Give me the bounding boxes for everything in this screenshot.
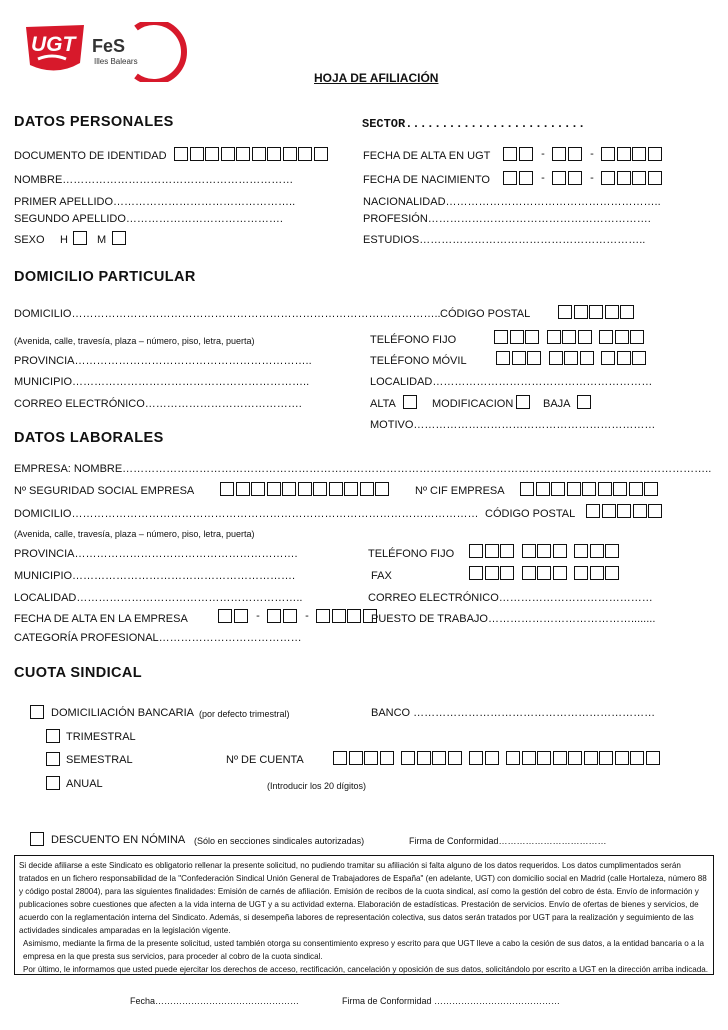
input-box[interactable] bbox=[332, 609, 346, 623]
input-box[interactable] bbox=[648, 147, 662, 161]
input-box[interactable] bbox=[494, 330, 508, 344]
input-box[interactable] bbox=[234, 609, 248, 623]
semestral-checkbox[interactable] bbox=[46, 752, 62, 766]
input-box[interactable] bbox=[553, 544, 567, 558]
empresa-codigo-postal-boxes[interactable] bbox=[586, 504, 664, 518]
sexo-m-checkbox[interactable] bbox=[112, 231, 128, 245]
input-box[interactable] bbox=[564, 351, 578, 365]
localidad-field[interactable]: LOCALIDAD…………………………………………………… bbox=[370, 376, 653, 388]
input-box[interactable] bbox=[589, 305, 603, 319]
descuento-checkbox[interactable] bbox=[30, 832, 46, 846]
input-box[interactable] bbox=[401, 751, 415, 765]
ugt-logo-text: UGT bbox=[31, 33, 76, 56]
nacionalidad-field[interactable]: NACIONALIDAD………………………………………………….. bbox=[363, 196, 661, 208]
input-box[interactable] bbox=[601, 171, 615, 185]
telefono-fijo-label: TELÉFONO FIJO bbox=[370, 334, 457, 346]
input-box[interactable] bbox=[633, 504, 647, 518]
alta-label: ALTA bbox=[370, 398, 396, 410]
input-box[interactable] bbox=[522, 751, 536, 765]
input-box[interactable] bbox=[558, 305, 572, 319]
input-box[interactable] bbox=[236, 147, 250, 161]
input-box[interactable] bbox=[527, 351, 541, 365]
legal-paragraph-2: Asimismo, mediante la firma de la presente solicitud, usted también otorga su consentimiento expreso y escrito para que UGT lleve a cabo la cesión de sus datos, a la entidad bancaria o a la empresa en la que presta sus servicios, para proceder al cobro de la cuota sindical. bbox=[23, 939, 704, 961]
segundo-apellido-field[interactable]: SEGUNDO APELLIDO……………………………………. bbox=[14, 213, 283, 225]
input-box[interactable] bbox=[221, 147, 235, 161]
input-box[interactable] bbox=[344, 482, 358, 496]
section-datos-personales: DATOS PERSONALES bbox=[14, 114, 174, 130]
input-box[interactable] bbox=[485, 566, 499, 580]
nombre-field[interactable]: NOMBRE……………………………………………………… bbox=[14, 174, 294, 186]
input-box[interactable] bbox=[574, 305, 588, 319]
codigo-postal-label: CÓDIGO POSTAL bbox=[440, 308, 531, 320]
domiciliacion-note: (por defecto trimestral) bbox=[199, 709, 290, 719]
empresa-provincia-field[interactable]: PROVINCIA……………………………………………………. bbox=[14, 548, 298, 560]
municipio-field[interactable]: MUNICIPIO……………………………………………………….. bbox=[14, 376, 310, 388]
input-box[interactable] bbox=[630, 330, 644, 344]
ugt-logo bbox=[22, 21, 90, 79]
input-box[interactable] bbox=[298, 482, 312, 496]
input-box[interactable] bbox=[617, 171, 631, 185]
input-box[interactable] bbox=[403, 395, 417, 409]
input-box[interactable] bbox=[525, 330, 539, 344]
fecha-alta-ugt-label: FECHA DE ALTA EN UGT bbox=[363, 150, 491, 162]
input-box[interactable] bbox=[205, 147, 219, 161]
empresa-correo-field[interactable]: CORREO ELECTRÓNICO…………………………………… bbox=[368, 592, 653, 604]
modificacion-checkbox[interactable] bbox=[516, 395, 532, 409]
sexo-h-label: H bbox=[60, 234, 68, 246]
input-box[interactable] bbox=[586, 504, 600, 518]
domicilio-field[interactable]: DOMICILIO……………………………………………………………………………………….. bbox=[14, 308, 441, 320]
codigo-postal-boxes[interactable] bbox=[558, 305, 636, 319]
input-box[interactable] bbox=[522, 544, 536, 558]
input-box[interactable] bbox=[601, 351, 615, 365]
fecha-alta-empresa-label: FECHA DE ALTA EN LA EMPRESA bbox=[14, 613, 188, 625]
input-box[interactable] bbox=[620, 305, 634, 319]
fax-label: FAX bbox=[371, 570, 392, 582]
fecha-field[interactable]: Fecha………………………………………… bbox=[130, 996, 300, 1006]
empresa-telefono-boxes[interactable] bbox=[469, 544, 621, 558]
cif-boxes[interactable] bbox=[520, 482, 660, 496]
input-box[interactable] bbox=[615, 330, 629, 344]
input-box[interactable] bbox=[283, 609, 297, 623]
input-box[interactable] bbox=[282, 482, 296, 496]
input-box[interactable] bbox=[630, 751, 644, 765]
input-box[interactable] bbox=[632, 351, 646, 365]
input-box[interactable] bbox=[553, 566, 567, 580]
dash: - bbox=[590, 148, 594, 160]
input-box[interactable] bbox=[267, 482, 281, 496]
input-box[interactable] bbox=[552, 171, 566, 185]
motivo-field[interactable]: MOTIVO………………………………………………………… bbox=[370, 419, 656, 431]
trimestral-label: TRIMESTRAL bbox=[66, 731, 136, 743]
input-box[interactable] bbox=[267, 609, 281, 623]
input-box[interactable] bbox=[360, 482, 374, 496]
semestral-label: SEMESTRAL bbox=[66, 754, 133, 766]
input-box[interactable] bbox=[220, 482, 234, 496]
fecha-nacimiento-boxes[interactable] bbox=[503, 171, 663, 185]
fecha-alta-ugt-boxes[interactable] bbox=[503, 147, 663, 161]
anual-checkbox[interactable] bbox=[46, 776, 62, 790]
documento-label: DOCUMENTO DE IDENTIDAD bbox=[14, 150, 167, 162]
input-box[interactable] bbox=[537, 566, 551, 580]
dash: - bbox=[541, 172, 545, 184]
input-box[interactable] bbox=[547, 330, 561, 344]
input-box[interactable] bbox=[562, 330, 576, 344]
domiciliacion-checkbox[interactable] bbox=[30, 705, 46, 719]
input-box[interactable] bbox=[485, 751, 499, 765]
input-box[interactable] bbox=[349, 751, 363, 765]
input-box[interactable] bbox=[537, 751, 551, 765]
input-box[interactable] bbox=[469, 751, 483, 765]
sector-field[interactable]: SECTOR......................... bbox=[362, 117, 586, 131]
input-box[interactable] bbox=[516, 395, 530, 409]
provincia-field[interactable]: PROVINCIA……………………………………………………….. bbox=[14, 355, 312, 367]
fecha-nacimiento-label: FECHA DE NACIMIENTO bbox=[363, 174, 490, 186]
section-domicilio-particular: DOMICILIO PARTICULAR bbox=[14, 269, 196, 285]
input-box[interactable] bbox=[574, 566, 588, 580]
input-box[interactable] bbox=[512, 351, 526, 365]
input-box[interactable] bbox=[448, 751, 462, 765]
cuenta-label: Nº DE CUENTA bbox=[226, 754, 304, 766]
input-box[interactable] bbox=[520, 482, 534, 496]
input-box[interactable] bbox=[267, 147, 281, 161]
input-box[interactable] bbox=[519, 147, 533, 161]
input-box[interactable] bbox=[605, 544, 619, 558]
input-box[interactable] bbox=[617, 351, 631, 365]
input-box[interactable] bbox=[567, 482, 581, 496]
input-box[interactable] bbox=[469, 566, 483, 580]
input-box[interactable] bbox=[46, 729, 60, 743]
dash: - bbox=[256, 610, 260, 622]
input-box[interactable] bbox=[648, 504, 662, 518]
primer-apellido-field[interactable]: PRIMER APELLIDO………………………………………….. bbox=[14, 196, 296, 208]
banco-field[interactable]: BANCO ………………………………………………………… bbox=[371, 707, 656, 719]
input-box[interactable] bbox=[590, 544, 604, 558]
input-box[interactable] bbox=[252, 147, 266, 161]
fes-logo bbox=[90, 22, 200, 85]
section-cuota-sindical: CUOTA SINDICAL bbox=[14, 665, 143, 681]
telefono-movil-boxes[interactable] bbox=[496, 351, 648, 365]
input-box[interactable] bbox=[553, 751, 567, 765]
input-box[interactable] bbox=[574, 544, 588, 558]
section-datos-laborales: DATOS LABORALES bbox=[14, 430, 164, 446]
input-box[interactable] bbox=[646, 751, 660, 765]
input-box[interactable] bbox=[617, 147, 631, 161]
input-box[interactable] bbox=[218, 609, 232, 623]
sexo-m-label: M bbox=[97, 234, 107, 246]
dash: - bbox=[305, 610, 309, 622]
modificacion-label: MODIFICACION bbox=[432, 398, 514, 410]
documento-boxes[interactable] bbox=[174, 147, 329, 161]
input-box[interactable] bbox=[190, 147, 204, 161]
input-box[interactable] bbox=[506, 751, 520, 765]
dash: - bbox=[541, 148, 545, 160]
input-box[interactable] bbox=[333, 751, 347, 765]
input-box[interactable] bbox=[537, 544, 551, 558]
input-box[interactable] bbox=[648, 171, 662, 185]
firma-field[interactable]: Firma de Conformidad …………………………………… bbox=[342, 996, 561, 1006]
seguridad-social-label: Nº SEGURIDAD SOCIAL EMPRESA bbox=[14, 485, 195, 497]
empresa-telefono-label: TELÉFONO FIJO bbox=[368, 548, 455, 560]
input-box[interactable] bbox=[602, 504, 616, 518]
seguridad-social-boxes[interactable] bbox=[220, 482, 391, 496]
input-box[interactable] bbox=[73, 231, 87, 245]
input-box[interactable] bbox=[615, 751, 629, 765]
input-box[interactable] bbox=[329, 482, 343, 496]
input-box[interactable] bbox=[469, 544, 483, 558]
legal-paragraph-3: Por último, le informamos que usted puede ejercitar los derechos de acceso, rectificación, cancelación y oposición de sus datos, solicitándolo por escrito a UGT en la dirección arriba indicada. bbox=[23, 965, 709, 974]
input-box[interactable] bbox=[605, 305, 619, 319]
input-box[interactable] bbox=[536, 482, 550, 496]
empresa-municipio-field[interactable]: MUNICIPIO……………………………………………………. bbox=[14, 570, 296, 582]
input-box[interactable] bbox=[375, 482, 389, 496]
baja-checkbox[interactable] bbox=[577, 395, 593, 409]
input-box[interactable] bbox=[601, 147, 615, 161]
cif-label: Nº CIF EMPRESA bbox=[415, 485, 505, 497]
input-box[interactable] bbox=[251, 482, 265, 496]
input-box[interactable] bbox=[30, 832, 44, 846]
input-box[interactable] bbox=[236, 482, 250, 496]
input-box[interactable] bbox=[347, 609, 361, 623]
input-box[interactable] bbox=[30, 705, 44, 719]
input-box[interactable] bbox=[316, 609, 330, 623]
input-box[interactable] bbox=[644, 482, 658, 496]
legal-paragraph-1: Si decide afiliarse a este Sindicato es obligatorio rellenar la presente solicitud, no pudiendo tramitar su afiliación si falta alguno de los datos requeridos. Los datos cumplimentados serán tratados en un fichero responsabilidad de la "Confederación Sindical Unión General de Trabajadores de España" (en adelante, UGT) con domicilio social en Madrid (calle Hortaleza, número 88 y código postal 28004), para las siguientes finalidades: Emisión de carnés de afiliación. Emisión de recibos de la cuota sindical, así como la gestión del cobro de ésta. Envío de información y publicaciones sobre cuestiones que afecten a la vida interna de UGT y a su actividad externa. Elaboración de estadísticas. Prestación de servicios. Envío de ofertas de bienes y servicios, de acuerdo con la reglamentación interna del Sindicato. Además, si desempeña labores de representación colectiva, sus datos serán tratados por UGT para la realización y seguimiento de las actividades sindicales amparadas en la legislación vigente. bbox=[19, 861, 707, 935]
input-box[interactable] bbox=[552, 147, 566, 161]
dash: - bbox=[590, 172, 594, 184]
input-box[interactable] bbox=[314, 147, 328, 161]
input-box[interactable] bbox=[174, 147, 188, 161]
descuento-note: (Sólo en secciones sindicales autorizadas) bbox=[194, 836, 365, 846]
empresa-nombre-field[interactable]: EMPRESA: NOMBRE…………………………………………………………………………………………………………………………………………….. bbox=[14, 463, 712, 475]
telefono-fijo-boxes[interactable] bbox=[494, 330, 646, 344]
estudios-field[interactable]: ESTUDIOS…………………………………………………….. bbox=[363, 234, 646, 246]
cuenta-boxes[interactable] bbox=[333, 751, 661, 765]
input-box[interactable] bbox=[485, 544, 499, 558]
trimestral-checkbox[interactable] bbox=[46, 729, 62, 743]
sexo-label: SEXO bbox=[14, 234, 45, 246]
domicilio-hint: (Avenida, calle, travesía, plaza – número, piso, letra, puerta) bbox=[14, 336, 255, 346]
anual-label: ANUAL bbox=[66, 778, 103, 790]
firma-conformidad-field[interactable]: Firma de Conformidad……………………………… bbox=[409, 836, 607, 846]
input-box[interactable] bbox=[503, 147, 517, 161]
input-box[interactable] bbox=[629, 482, 643, 496]
input-box[interactable] bbox=[582, 482, 596, 496]
input-box[interactable] bbox=[584, 751, 598, 765]
input-box[interactable] bbox=[568, 751, 582, 765]
telefono-movil-label: TELÉFONO MÓVIL bbox=[370, 355, 467, 367]
page-title: HOJA DE AFILIACIÓN bbox=[314, 71, 439, 85]
input-box[interactable] bbox=[617, 504, 631, 518]
region-logo-text: Illes Balears bbox=[94, 57, 138, 66]
input-box[interactable] bbox=[500, 544, 514, 558]
alta-checkbox[interactable] bbox=[403, 395, 419, 409]
input-box[interactable] bbox=[599, 751, 613, 765]
input-box[interactable] bbox=[578, 330, 592, 344]
input-box[interactable] bbox=[364, 751, 378, 765]
input-box[interactable] bbox=[380, 751, 394, 765]
input-box[interactable] bbox=[298, 147, 312, 161]
legal-notice bbox=[14, 855, 714, 975]
input-box[interactable] bbox=[432, 751, 446, 765]
input-box[interactable] bbox=[522, 566, 536, 580]
input-box[interactable] bbox=[568, 171, 582, 185]
input-box[interactable] bbox=[599, 330, 613, 344]
input-box[interactable] bbox=[577, 395, 591, 409]
empresa-codigo-postal-label: CÓDIGO POSTAL bbox=[485, 508, 576, 520]
input-box[interactable] bbox=[568, 147, 582, 161]
input-box[interactable] bbox=[313, 482, 327, 496]
correo-field[interactable]: CORREO ELECTRÓNICO……………………………………. bbox=[14, 398, 302, 410]
sexo-h-checkbox[interactable] bbox=[73, 231, 89, 245]
input-box[interactable] bbox=[551, 482, 565, 496]
input-box[interactable] bbox=[503, 171, 517, 185]
domiciliacion-label: DOMICILIACIÓN BANCARIA bbox=[51, 707, 195, 719]
fax-boxes[interactable] bbox=[469, 566, 621, 580]
puesto-trabajo-field[interactable]: PUESTO DE TRABAJO…………………………………........ bbox=[371, 613, 656, 625]
input-box[interactable] bbox=[46, 776, 60, 790]
input-box[interactable] bbox=[510, 330, 524, 344]
input-box[interactable] bbox=[580, 351, 594, 365]
input-box[interactable] bbox=[632, 147, 646, 161]
empresa-domicilio-hint: (Avenida, calle, travesía, plaza – número, piso, letra, puerta) bbox=[14, 529, 255, 539]
input-box[interactable] bbox=[605, 566, 619, 580]
input-box[interactable] bbox=[500, 566, 514, 580]
input-box[interactable] bbox=[590, 566, 604, 580]
empresa-localidad-field[interactable]: LOCALIDAD…………………………………………………….. bbox=[14, 592, 303, 604]
input-box[interactable] bbox=[598, 482, 612, 496]
categoria-profesional-field[interactable]: CATEGORÍA PROFESIONAL………………………………… bbox=[14, 632, 302, 644]
empresa-domicilio-field[interactable]: DOMICILIO………………………………………………………………………………………………… bbox=[14, 508, 479, 520]
input-box[interactable] bbox=[283, 147, 297, 161]
baja-label: BAJA bbox=[543, 398, 571, 410]
cuenta-hint: (Introducir los 20 dígitos) bbox=[267, 781, 367, 791]
fes-logo-text: FeS bbox=[92, 36, 126, 56]
fecha-alta-empresa-boxes[interactable] bbox=[218, 609, 378, 623]
input-box[interactable] bbox=[632, 171, 646, 185]
profesion-field[interactable]: PROFESIÓN……………………………………………………. bbox=[363, 213, 651, 225]
input-box[interactable] bbox=[496, 351, 510, 365]
input-box[interactable] bbox=[549, 351, 563, 365]
input-box[interactable] bbox=[112, 231, 126, 245]
descuento-label: DESCUENTO EN NÓMINA bbox=[51, 834, 186, 846]
input-box[interactable] bbox=[613, 482, 627, 496]
input-box[interactable] bbox=[519, 171, 533, 185]
input-box[interactable] bbox=[417, 751, 431, 765]
input-box[interactable] bbox=[46, 752, 60, 766]
